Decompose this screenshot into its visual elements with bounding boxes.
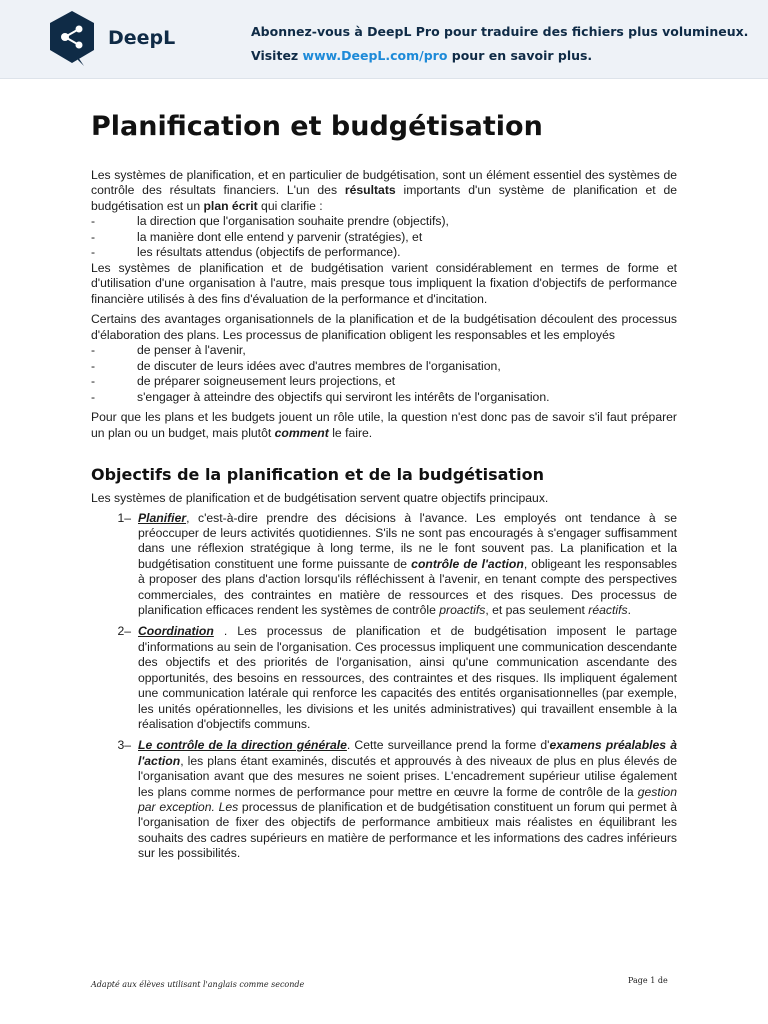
objective-term: Le contrôle de la direction générale xyxy=(138,738,347,753)
intro-text-a: Les systèmes de planification, et en particulier de budgétisation, sont un élément essentiel des systèmes de contrôle des résultats financiers. L'un des xyxy=(91,168,677,198)
footer-note: Adapté aux élèves utilisant l'anglais comme seconde xyxy=(91,980,305,989)
objective-term: Planifier xyxy=(138,510,187,525)
objective-body: , obligeant les responsables à proposer des plans d'action lorsqu'ils réfléchissent à l'avenir, en tenant compte des perspectives commerciales, des contraintes en matière de ressources et des risques. Des processus de planification efficaces rendent les systèmes de contrôle xyxy=(138,556,678,618)
objective-emphasis: réactifs xyxy=(588,603,628,618)
objective-emphasis: proactifs xyxy=(439,603,486,618)
intro-bold-plan: plan écrit xyxy=(203,198,258,213)
list-item-text: la direction que l'organisation souhaite prendre (objectifs), xyxy=(137,214,449,229)
document-title: Planification et budgétisation xyxy=(91,111,543,142)
objective-text xyxy=(138,738,677,861)
objective-emphasis: examens préalables à l'action xyxy=(138,738,677,768)
list-item-text: de préparer soigneusement leurs projections, et xyxy=(137,374,396,389)
paragraph-how xyxy=(91,410,677,441)
objective-item-1 xyxy=(91,511,677,619)
paragraph-variety: Les systèmes de planification et de budgétisation varient considérablement en termes de forme et d'utilisation d'une organisation à l'autre, mais presque tous impliquent la fixation d'objectifs de performance financière utilisés à des fins d'évaluation de la performance et d'incitation. xyxy=(91,261,677,306)
objective-item-2 xyxy=(91,624,677,732)
list-item: - de discuter de leurs idées avec d'autres membres de l'organisation, xyxy=(91,358,501,373)
how-emphasis: comment xyxy=(274,425,329,440)
list-item-text: de penser à l'avenir, xyxy=(137,343,246,358)
objective-item-3 xyxy=(91,738,677,861)
promo-visit-text: Visitez xyxy=(251,48,303,63)
item-number: 2– xyxy=(117,624,131,639)
list-item: - la direction que l'organisation souhaite prendre (objectifs), xyxy=(91,214,449,229)
item-number: 3– xyxy=(117,738,131,753)
list-item: - de penser à l'avenir, xyxy=(91,343,246,358)
objective-body: , c'est-à-dire prendre des décisions à l'avance. Les employés ont tendance à se préoccuper de leurs activités quotidiennes. S'ils ne sont pas encouragés à s'engager suffisamment dans une réflexion stratégique à long terme, ils ne le font souvent pas. La planification et la budgétisation constituent une forme puissante de xyxy=(138,510,677,571)
pro-promo xyxy=(251,20,751,68)
intro-text-e: qui clarifie : xyxy=(257,198,323,213)
how-text-a: Pour que les plans et les budgets jouent un rôle utile, la question n'est donc pas de savoir s'il faut préparer un plan ou un budget, mais plutôt xyxy=(91,410,677,440)
promo-line-1: Abonnez-vous à DeepL Pro pour traduire des fichiers plus volumineux. xyxy=(251,24,749,39)
objective-term: Coordination xyxy=(138,624,214,639)
list-item-text: la manière dont elle entend y parvenir (stratégies), et xyxy=(137,229,423,244)
page-number: Page 1 de xyxy=(628,976,668,985)
deepl-logo[interactable] xyxy=(48,10,175,66)
list-item-text: les résultats attendus (objectifs de performance). xyxy=(137,245,401,260)
objective-body: , les plans étant examinés, discutés et approuvés à des niveaux de plus en plus élevés de l'organisation avant que des mesures ne soient prises. L'encadrement supérieur utilise également les plans comme normes de performance pour mettre en œuvre la forme de contrôle de la xyxy=(138,753,677,799)
paragraph-advantages: Certains des avantages organisationnels de la planification et de la budgétisation découlent des processus d'élaboration des plans. Les processus de planification obligent les responsables et les employés xyxy=(91,312,677,342)
objective-body: processus de planification et de budgétisation constituent un forum qui permet à l'organisation de fixer des objectifs de performance ambitieux mais réalistes en équilibrant les souhaits des cadres supérieurs en matière de performance et les informations des cadres inférieurs sur les possibilités. xyxy=(138,799,677,861)
list-item-text: s'engager à atteindre des objectifs qui serviront les intérêts de l'organisation. xyxy=(137,389,550,404)
promo-line-2 xyxy=(251,44,751,68)
intro-bold-resultats: résultats xyxy=(344,183,396,198)
list-item: - s'engager à atteindre des objectifs qui serviront les intérêts de l'organisation. xyxy=(91,389,550,404)
document-page xyxy=(91,104,677,862)
how-text-c: le faire. xyxy=(328,425,373,440)
intro-paragraph xyxy=(91,168,677,214)
employees-list xyxy=(91,343,677,405)
intro-text-c: importants d'un système de planification et de budgétisation est un xyxy=(91,183,677,213)
list-item-text: de discuter de leurs idées avec d'autres membres de l'organisation, xyxy=(137,358,501,373)
deepl-logo-icon xyxy=(48,10,96,66)
list-item: - la manière dont elle entend y parvenir (stratégies), et xyxy=(91,229,423,244)
list-item: - les résultats attendus (objectifs de performance). xyxy=(91,245,401,260)
promo-more-text: pour en savoir plus. xyxy=(447,48,593,63)
objective-emphasis: contrôle de l'action xyxy=(411,556,524,571)
objective-body: . xyxy=(627,603,631,618)
objective-text xyxy=(138,511,677,619)
objective-text xyxy=(138,624,677,732)
item-number: 1– xyxy=(117,510,131,525)
objective-body: , et pas seulement xyxy=(485,603,589,618)
section-heading: Objectifs de la planification et de la budgétisation xyxy=(91,465,544,485)
clarify-list xyxy=(91,214,677,261)
list-item: - de préparer soigneusement leurs projections, et xyxy=(91,374,396,389)
objective-emphasis: gestion par exception. Les xyxy=(138,784,677,814)
objective-body: . Les processus de planification et de budgétisation imposent le partage d'informations au sein de l'organisation. Ces processus impliquent une communication descendante des objectifs et des priorités de l'organisation, ainsi qu'une communication ascendante des opportunités, des besoins en ressources, des contraintes et des risques. Ils impliquent également une communication latérale qui renforce les capacités des entités organisationnelles (par exemple, les unités opérationnelles, les divisions et les unités administratives) qui travaillent ensemble à la réalisation d'objectifs communs. xyxy=(138,624,677,731)
deepl-banner xyxy=(0,0,768,79)
objectives-intro: Les systèmes de planification et de budgétisation servent quatre objectifs principaux. xyxy=(91,491,549,506)
deepl-brand-name: DeepL xyxy=(108,27,176,49)
deepl-pro-link[interactable]: www.DeepL.com/pro xyxy=(302,48,448,63)
objective-body: . Cette surveillance prend la forme d' xyxy=(346,738,550,753)
